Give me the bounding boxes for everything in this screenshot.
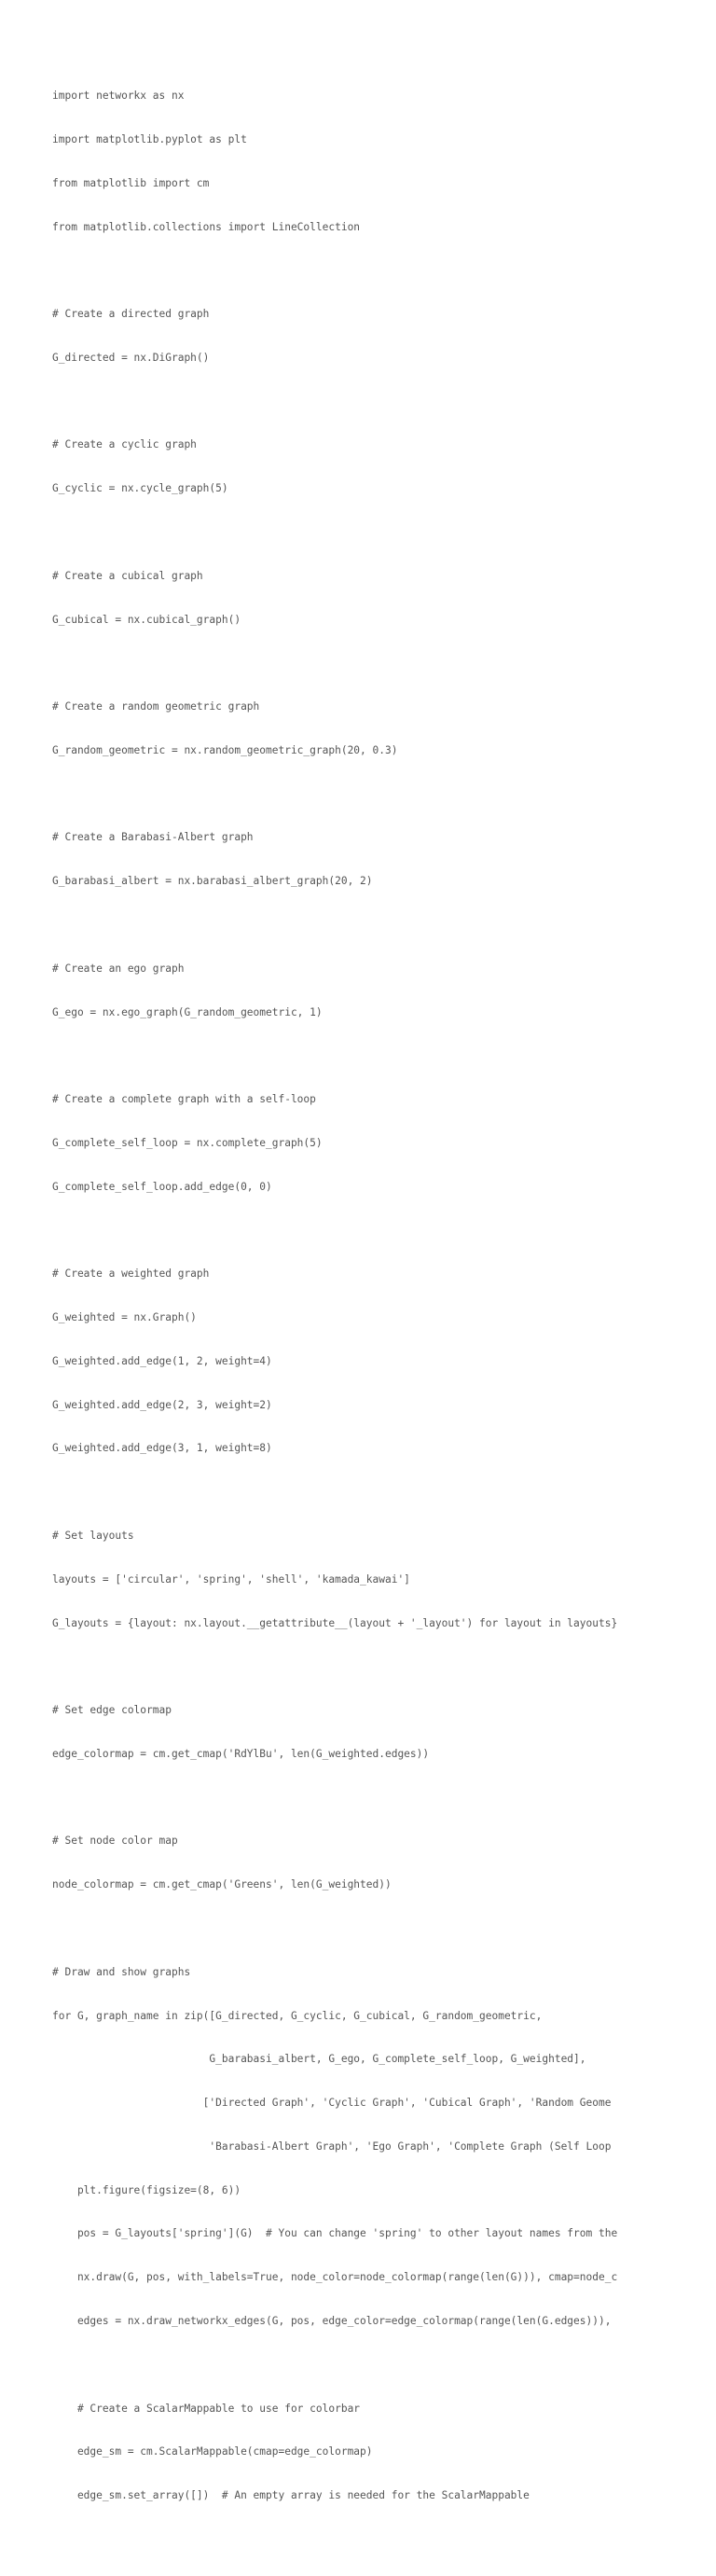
code-line <box>52 2532 716 2547</box>
code-line: G_weighted = nx.Graph() <box>52 1311 197 1324</box>
code-line <box>52 1921 716 1936</box>
code-line: # Draw and show graphs <box>52 1965 191 1978</box>
code-line: # Create a Barabasi-Albert graph <box>52 831 254 844</box>
code-line: G_barabasi_albert = nx.barabasi_albert_graph(20, 2) <box>52 875 373 888</box>
code-line: node_colormap = cm.get_cmap('Greens', len(G_weighted)) <box>52 1878 392 1891</box>
code-line: # Set edge colormap <box>52 1704 172 1717</box>
code-line: G_barabasi_albert, G_ego, G_complete_self_loop, G_weighted], <box>52 2053 586 2066</box>
code-line: # Create a cyclic graph <box>52 438 197 451</box>
code-line: G_layouts = {layout: nx.layout.__getattribute__(layout + '_layout') for layout in layouts} <box>52 1616 618 1629</box>
code-line: # Set layouts <box>52 1529 134 1542</box>
code-line: G_directed = nx.DiGraph() <box>52 351 210 364</box>
code-line: G_ego = nx.ego_graph(G_random_geometric, 1) <box>52 1005 323 1018</box>
code-line: from matplotlib import cm <box>52 176 210 189</box>
code-line: # Create a complete graph with a self-loop <box>52 1093 316 1106</box>
code-line <box>52 1791 716 1806</box>
code-line: G_weighted.add_edge(1, 2, weight=4) <box>52 1354 272 1367</box>
code-line <box>52 1485 716 1500</box>
code-line: import networkx as nx <box>52 90 185 103</box>
code-line <box>52 787 716 802</box>
code-line: G_random_geometric = nx.random_geometric_graph(20, 0.3) <box>52 743 398 756</box>
code-line: nx.draw(G, pos, with_labels=True, node_color=node_colormap(range(len(G))), cmap=node_c <box>52 2271 618 2284</box>
code-line: ['Directed Graph', 'Cyclic Graph', 'Cubical Graph', 'Random Geome <box>52 2097 612 2110</box>
code-line: edge_sm.set_array([]) # An empty array is needed for the ScalarMappable <box>52 2489 530 2502</box>
code-line: # Set node color map <box>52 1835 178 1848</box>
code-line: G_weighted.add_edge(3, 1, weight=8) <box>52 1442 272 1455</box>
code-line: # Create an ego graph <box>52 962 185 975</box>
code-line <box>52 2358 716 2373</box>
code-line <box>52 395 716 409</box>
code-line: pos = G_layouts['spring'](G) # You can change 'spring' to other layout names from the <box>52 2227 618 2240</box>
code-line: from matplotlib.collections import LineCollection <box>52 220 361 233</box>
code-line: edge_colormap = cm.get_cmap('RdYlBu', len(G_weighted.edges)) <box>52 1747 430 1760</box>
code-line: # Create a directed graph <box>52 308 210 321</box>
code-line: layouts = ['circular', 'spring', 'shell', 'kamada_kawai'] <box>52 1572 410 1586</box>
code-line: # Create a weighted graph <box>52 1267 210 1281</box>
code-line: G_complete_self_loop.add_edge(0, 0) <box>52 1180 272 1193</box>
code-line: edges = nx.draw_networkx_edges(G, pos, edge_color=edge_colormap(range(len(G.edges))), <box>52 2315 612 2328</box>
code-line <box>52 1048 716 1063</box>
code-line <box>52 1659 716 1674</box>
code-line <box>52 263 716 278</box>
code-line: G_complete_self_loop = nx.complete_graph(5) <box>52 1136 323 1149</box>
code-line: G_weighted.add_edge(2, 3, weight=2) <box>52 1398 272 1411</box>
code-line: G_cyclic = nx.cycle_graph(5) <box>52 482 228 495</box>
code-line <box>52 525 716 540</box>
code-listing <box>52 60 716 2576</box>
code-line: # Create a random geometric graph <box>52 700 260 713</box>
code-line: G_cubical = nx.cubical_graph() <box>52 613 241 626</box>
code-line: for G, graph_name in zip([G_directed, G_cyclic, G_cubical, G_random_geometric, <box>52 2009 543 2022</box>
code-line: edge_sm = cm.ScalarMappable(cmap=edge_colormap) <box>52 2445 373 2458</box>
code-line: plt.figure(figsize=(8, 6)) <box>52 2183 241 2196</box>
code-line <box>52 918 716 933</box>
code-line: 'Barabasi-Albert Graph', 'Ego Graph', 'Complete Graph (Self Loop <box>52 2140 612 2153</box>
code-line: import matplotlib.pyplot as plt <box>52 132 247 145</box>
code-line: # Create a cubical graph <box>52 569 203 582</box>
code-line: # Create a ScalarMappable to use for colorbar <box>52 2402 361 2415</box>
code-line <box>52 1224 716 1239</box>
code-line <box>52 656 716 671</box>
